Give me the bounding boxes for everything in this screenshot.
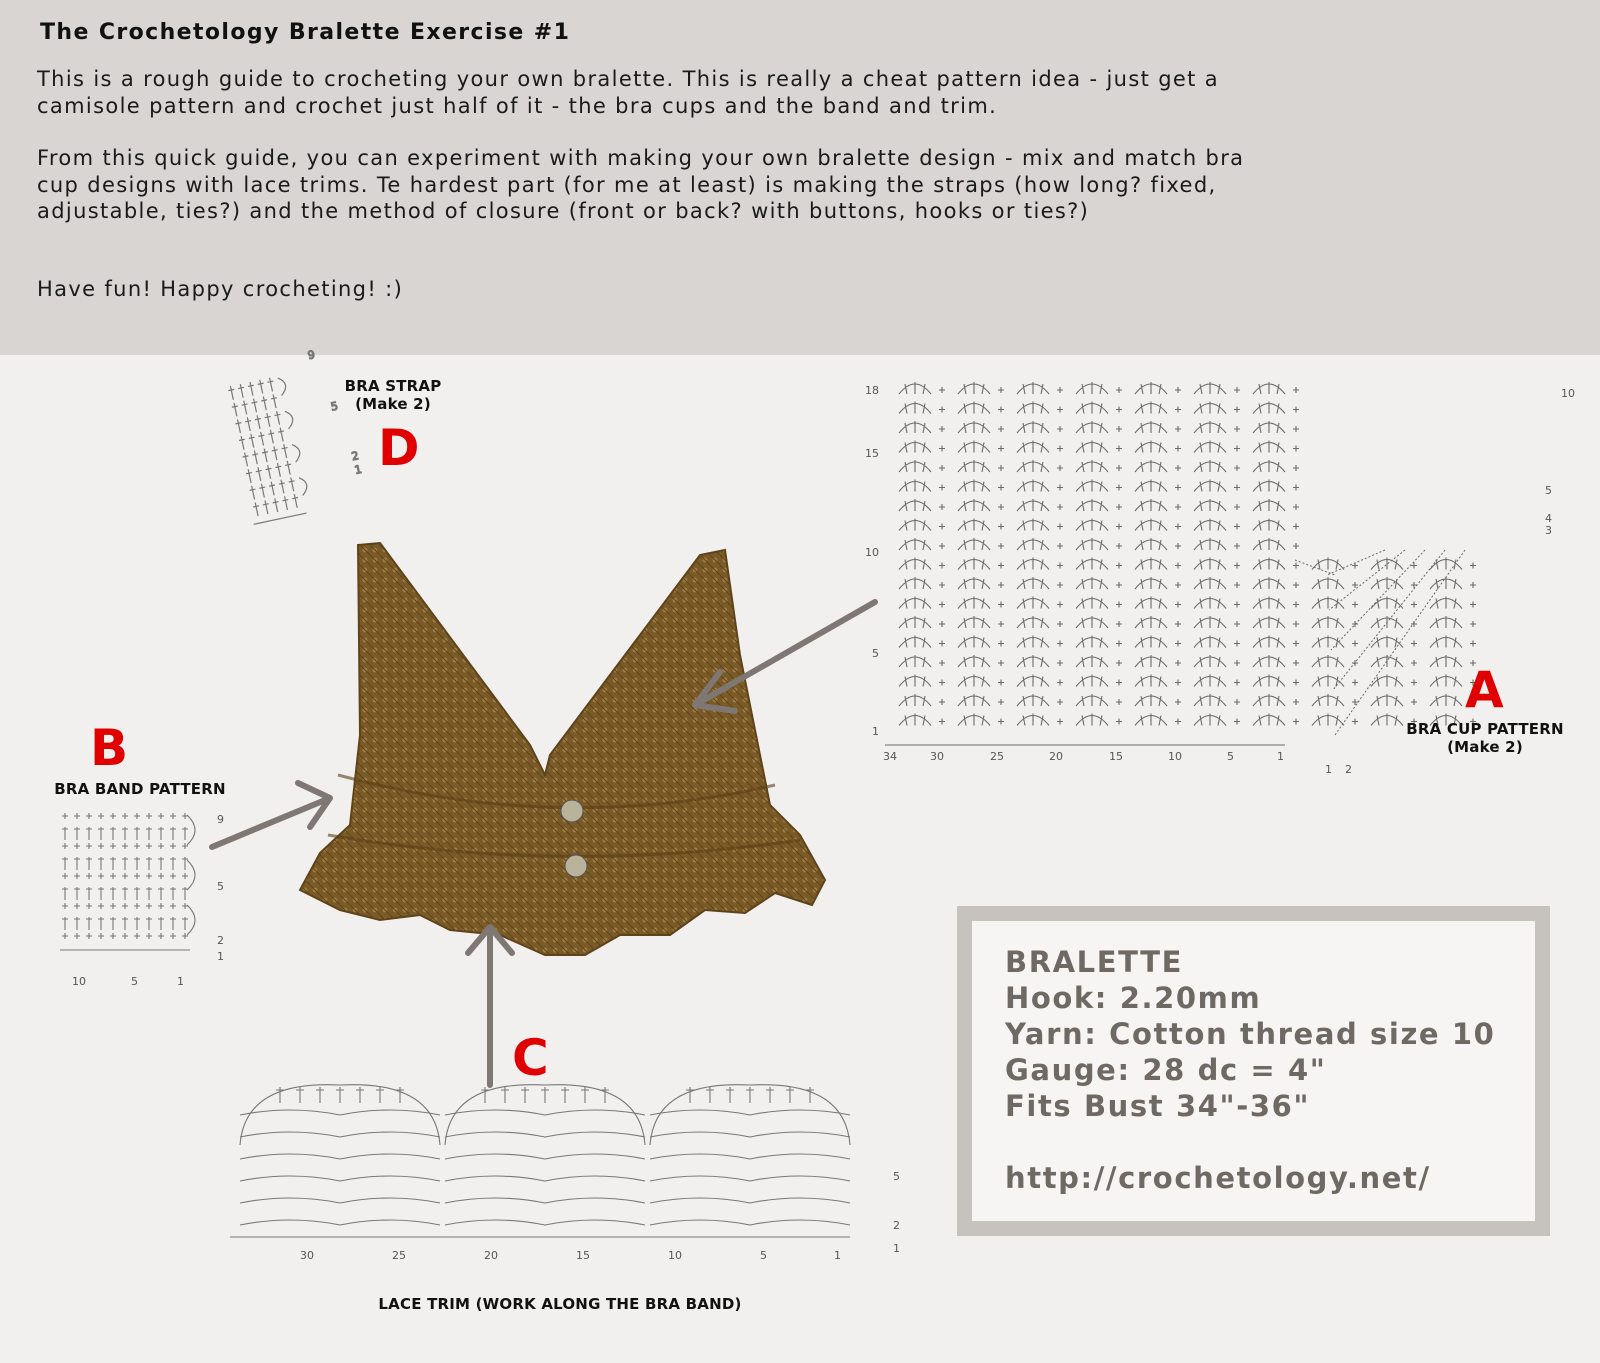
cup-column-number: 25 xyxy=(990,750,1004,763)
strap-subtitle: (Make 2) xyxy=(355,395,431,413)
cup-stitch-row xyxy=(899,597,1476,609)
trim-chart xyxy=(230,1085,920,1290)
cup-row-1: 1 xyxy=(872,725,879,738)
cup-column-number: 15 xyxy=(1109,750,1123,763)
button-top xyxy=(561,800,583,822)
trim-column-number: 20 xyxy=(484,1249,498,1262)
band-stitch-row xyxy=(62,887,188,900)
trim-stitch-row xyxy=(240,1110,440,1115)
strap-title: BRA STRAP xyxy=(344,377,442,395)
cup-stitch-row xyxy=(899,577,1476,589)
cup-right-row-4: 4 xyxy=(1545,512,1552,525)
cup-stitch-row xyxy=(899,402,1299,414)
trim-fan-stitches xyxy=(481,1087,609,1103)
experiment-paragraph: From this quick guide, you can experiment with making your own bralette design - mix and match bra cup designs with lace trims. Te hardest part (for me at least) is making the straps (how long? fixed, adjustable, ties?) and the method of closure (front or back? with buttons, hooks or ties?) xyxy=(37,146,1245,223)
cup-stitch-row xyxy=(899,636,1476,648)
info-url[interactable]: http://crochetology.net/ xyxy=(1005,1161,1431,1195)
trim-fan-stitches xyxy=(276,1087,404,1103)
bralette-illustration xyxy=(200,535,900,1065)
trim-stitch-row xyxy=(240,1132,440,1137)
trim-title: LACE TRIM (WORK ALONG THE BRA BAND) xyxy=(378,1295,742,1313)
trim-stitch-row xyxy=(650,1198,850,1203)
trim-stitch-row xyxy=(650,1132,850,1137)
trim-stitch-row xyxy=(240,1198,440,1203)
cup-column-number: 20 xyxy=(1049,750,1063,763)
cup-stitch-row xyxy=(899,616,1476,628)
strap-stitch-row xyxy=(238,427,286,450)
band-stitch-row xyxy=(62,873,188,879)
cup-column-number: 34 xyxy=(883,750,897,763)
trim-stitch-row xyxy=(240,1220,440,1225)
info-yarn: Yarn: Cotton thread size 10 xyxy=(1005,1017,1496,1051)
cup-stitch-row xyxy=(899,675,1476,687)
strap-stitch-row xyxy=(242,444,290,467)
band-col-1: 1 xyxy=(177,975,184,988)
band-stitch-row xyxy=(62,903,188,909)
trim-row-2: 2 xyxy=(893,1219,900,1232)
cup-right-row-3: 3 xyxy=(1545,524,1552,537)
band-turn-chains xyxy=(187,815,195,935)
trim-stitch-row xyxy=(650,1110,850,1115)
trim-stitch-row xyxy=(445,1110,645,1115)
cup-column-number: 30 xyxy=(930,750,944,763)
trim-stitch-row xyxy=(445,1198,645,1203)
trim-column-number: 10 xyxy=(668,1249,682,1262)
strap-stitch-row xyxy=(249,477,297,500)
arrow-to-band xyxy=(212,783,330,847)
band-stitch-row xyxy=(62,843,188,849)
cup-column-number: 10 xyxy=(1168,750,1182,763)
page-title: The Crochetology Bralette Exercise #1 xyxy=(40,20,571,45)
band-row-9: 9 xyxy=(217,813,224,826)
cup-stitch-row xyxy=(899,480,1299,492)
band-row-5: 5 xyxy=(217,880,224,893)
strap-row-9: 9 xyxy=(306,348,317,363)
info-fits: Fits Bust 34"-36" xyxy=(1005,1089,1311,1123)
cup-right-row-5: 5 xyxy=(1545,484,1552,497)
cup-stitch-row xyxy=(899,694,1476,706)
closing-paragraph: Have fun! Happy crocheting! :) xyxy=(37,277,404,301)
strap-stitch-row xyxy=(252,494,300,517)
info-gauge: Gauge: 28 dc = 4" xyxy=(1005,1053,1327,1087)
cup-stitch-row xyxy=(899,558,1476,570)
strap-foundation-chain xyxy=(254,513,307,524)
cup-title: BRA CUP PATTERN xyxy=(1406,720,1564,738)
strap-row-1: 1 xyxy=(353,462,363,477)
header-panel xyxy=(0,0,1600,355)
cup-row-5: 5 xyxy=(872,647,879,660)
trim-stitch-row xyxy=(445,1132,645,1137)
cup-stitch-row xyxy=(899,460,1299,472)
cup-stitch-row xyxy=(899,421,1299,433)
cup-stitch-row xyxy=(899,714,1476,726)
trim-stitch-row xyxy=(445,1154,645,1159)
cup-row-10: 10 xyxy=(865,546,879,559)
cup-stitch-row xyxy=(899,382,1299,394)
band-stitch-row xyxy=(62,813,188,819)
trim-row-5: 5 xyxy=(893,1170,900,1183)
strap-stitch-row xyxy=(235,410,283,433)
strap-stitch-row xyxy=(245,460,293,483)
cup-label xyxy=(1400,720,1570,756)
strap-row-2: 2 xyxy=(350,449,361,464)
band-row-2: 2 xyxy=(217,934,224,947)
arrow-to-trim xyxy=(468,927,512,1085)
trim-column-number: 5 xyxy=(760,1249,767,1262)
cup-row-18: 18 xyxy=(865,384,879,397)
trim-stitch-row xyxy=(445,1176,645,1181)
cup-subtitle: (Make 2) xyxy=(1447,738,1523,756)
trim-stitch-row xyxy=(650,1154,850,1159)
trim-column-number: 15 xyxy=(576,1249,590,1262)
trim-column-number: 25 xyxy=(392,1249,406,1262)
band-stitch-row xyxy=(62,933,188,939)
band-letter: B xyxy=(90,719,129,777)
cup-stitch-row xyxy=(899,538,1299,550)
cup-column-number: 1 xyxy=(1277,750,1284,763)
cup-side-1: 1 xyxy=(1325,763,1332,776)
trim-stitch-row xyxy=(240,1154,440,1159)
cup-right-row-10: 10 xyxy=(1561,387,1575,400)
cup-stitch-row xyxy=(899,441,1299,453)
band-row-1: 1 xyxy=(217,950,224,963)
trim-row-1: 1 xyxy=(893,1242,900,1255)
band-title: BRA BAND PATTERN xyxy=(54,780,226,798)
strap-row-5: 5 xyxy=(329,399,340,414)
trim-stitch-row xyxy=(650,1176,850,1181)
strap-letter: D xyxy=(378,419,420,477)
button-bottom xyxy=(565,855,587,877)
cup-stitch-row xyxy=(899,655,1476,667)
strap-chart xyxy=(230,348,363,535)
cup-stitch-row xyxy=(899,519,1299,531)
cup-row-15: 15 xyxy=(865,447,879,460)
cup-letter: A xyxy=(1465,661,1504,719)
cup-column-number: 5 xyxy=(1227,750,1234,763)
band-col-5: 5 xyxy=(131,975,138,988)
intro-paragraph: This is a rough guide to crocheting your own bralette. This is really a cheat pattern idea - just get a camisole pattern and crochet just half of it - the bra cups and the band and trim. xyxy=(37,67,1219,118)
info-hook: Hook: 2.20mm xyxy=(1005,981,1262,1015)
band-stitch-row xyxy=(62,917,188,930)
trim-stitch-row xyxy=(240,1176,440,1181)
info-name: BRALETTE xyxy=(1005,945,1184,979)
band-stitch-row xyxy=(62,827,188,840)
cup-stitch-row xyxy=(899,499,1299,511)
trim-fan-stitches xyxy=(686,1087,814,1103)
strap-stitch-row xyxy=(228,377,276,400)
trim-column-number: 30 xyxy=(300,1249,314,1262)
band-stitch-row xyxy=(62,857,188,870)
strap-stitch-row xyxy=(231,394,279,417)
info-box xyxy=(957,906,1550,1236)
trim-column-number: 1 xyxy=(834,1249,841,1262)
bralette-garment xyxy=(300,543,825,955)
trim-letter: C xyxy=(512,1029,549,1087)
trim-stitch-row xyxy=(650,1220,850,1225)
band-col-10: 10 xyxy=(72,975,86,988)
cup-side-2: 2 xyxy=(1345,763,1352,776)
trim-stitch-row xyxy=(445,1220,645,1225)
